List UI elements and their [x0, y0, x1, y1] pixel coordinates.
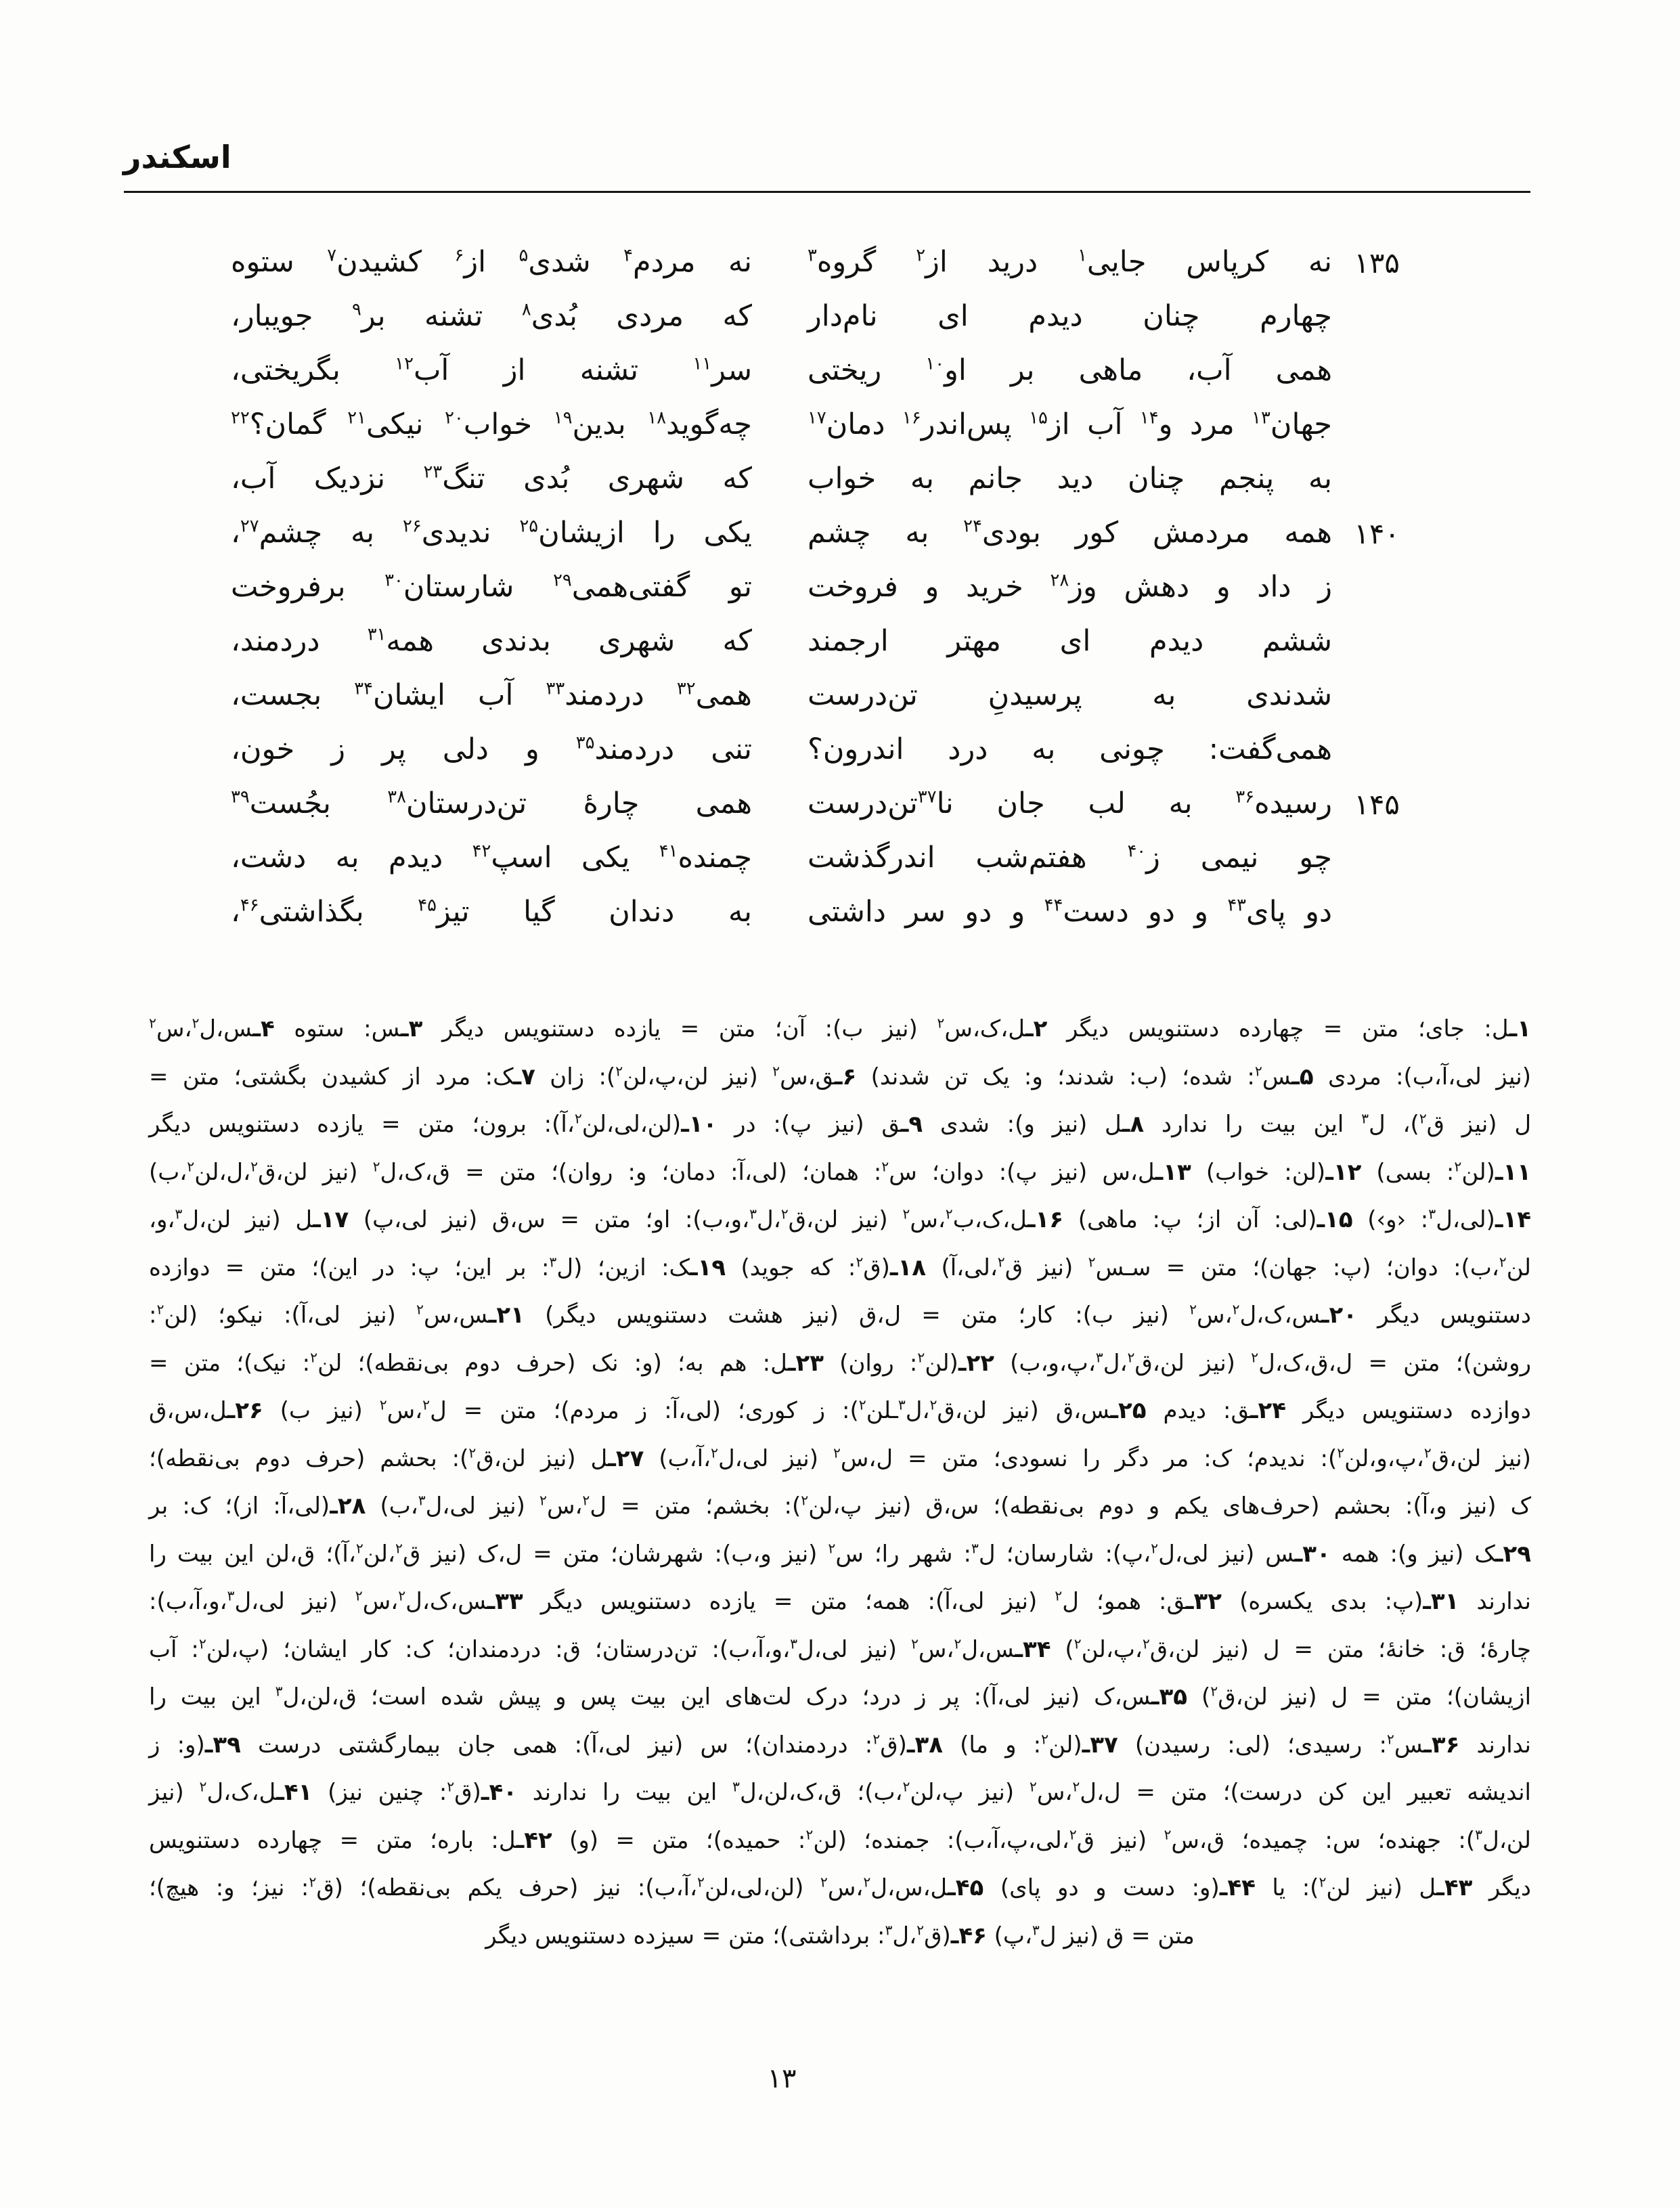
hemistich-gutter: [752, 344, 808, 398]
hemistich-gutter: [752, 560, 808, 615]
verse-row: [231, 615, 1400, 669]
hemistich-left: سر$^{۱۱}$ تشنه از آب$^{۱۲}$ بگریختی،: [231, 353, 752, 388]
hemistich-right: همی آب، ماهی بر او$^{۱۰}$ ریختی: [808, 353, 1332, 388]
hemistich-gutter: [752, 290, 808, 344]
footnote-line: ندارند ۳۱ـ(پ: بدی یکسره) ۳۲ـق: همو؛ ل$^۲$ (نیز لی،آ): همه؛ متن = یازده دستنویس دیگر ۳۳ـس،ک،ل$^۲$،س$^۲$ (نیز لی،ل$^۳$،و،آ،ب):: [149, 1587, 1531, 1615]
verse-row: [231, 669, 1400, 723]
hemistich-right: رسیده$^{۳۶}$ به لب جان نا$^{۳۷}$تن‌درست: [808, 787, 1332, 821]
footnote-line: ۲۹ـک (نیز و): همه ۳۰ـس (نیز لی،ل$^۲$،پ): شارسان؛ ل$^۳$: شهر را؛ س$^۲$ (نیز و،ب): شهرشان؛ متن = ل،ک (نیز ق$^۲$،لن$^۲$،آ)؛ ق،لن این بیت را: [149, 1540, 1531, 1568]
hemistich-left: که شهری بُدی تنگ$^{۲۳}$ نزدیک آب،: [231, 462, 752, 496]
hemistich-left: به دندان گیا تیز$^{۴۵}$ بگذاشتی$^{۴۶}$،: [231, 895, 752, 929]
page-title: اسکندر: [123, 139, 231, 175]
hemistich-gutter: [752, 669, 808, 723]
verse-number: ۱۴۵: [1354, 787, 1400, 821]
footnote-line: (نیز لی،آ،ب): مردی ۵ـس$^۲$: شده؛ (ب: شدند؛ و: یک تن شدند) ۶ـق،س$^۲$ (نیز لن،پ،لن$^۲$): زان ۷ـک: مرد از کشیدن بگشتی؛ متن =: [149, 1063, 1532, 1090]
verse-row: [231, 452, 1400, 506]
hemistich-right: چهارم چنان دیدم ای نام‌دار: [808, 299, 1332, 334]
footnote-line: ل (نیز ق$^۲$)، ل$^۳$ این بیت را ندارد ۸ـل (نیز و): شدی ۹ـق (نیز پ): در ۱۰ـ(لن،لی،لن$^۲$،آ): برون؛ متن = یازده دستنویس دیگر: [149, 1110, 1532, 1138]
verse-row: [231, 236, 1400, 290]
footnote-line: اندیشه تعبیر این کن درست)؛ متن = ل،ل$^۲$،س$^۲$ (نیز پ،لن$^۲$،ب)؛ ق،ک،لن،ل$^۳$ این بیت را ندارند ۴۰ـ(ق$^۲$: چنین نیز) ۴۱ـل،ک،ل$^۲$ (نیز: [149, 1778, 1532, 1806]
hemistich-left: که شهری بدندی همه$^{۳۱}$ دردمند،: [231, 624, 752, 659]
verse-number: ۱۴۰: [1354, 516, 1400, 550]
verse-row: [231, 777, 1400, 831]
footnote-line: (نیز لن،ق$^۲$،پ،و،لن$^۲$): ندیدم؛ ک: مر دگر را نسودی؛ متن = ل،س$^۲$ (نیز لی،ل$^۲$،آ،ب) ۲۷ـل (نیز لن،ق$^۲$): بحشم (حرف دوم بی‌نقطه)؛: [149, 1444, 1531, 1472]
hemistich-gutter: [752, 777, 808, 831]
hemistich-right: همه مردمش کور بودی$^{۲۴}$ به چشم: [808, 516, 1333, 550]
hemistich-left: که مردی بُدی$^۸$ تشنه بر$^۹$ جویبار،: [231, 299, 752, 334]
hemistich-right: ز داد و دهش وز$^{۲۸}$ خرید و فروخت: [808, 570, 1332, 604]
hemistich-right: جهان$^{۱۳}$ مرد و$^{۱۴}$ آب از$^{۱۵}$ پس‌اندر$^{۱۶}$ دمان$^{۱۷}$: [808, 407, 1332, 442]
footnote-line: ازیشان)؛ متن = ل (نیز لن،ق$^۲$) ۳۵ـس،ک (نیز لی،آ): پر ز درد؛ درک لت‌های این بیت پس و پیش شده است؛ ق،لن،ل$^۳$ این بیت را: [149, 1683, 1532, 1710]
verse-row: [231, 506, 1400, 560]
hemistich-right: دو پای$^{۴۳}$ و دو دست$^{۴۴}$ و دو سر داشتی: [808, 895, 1332, 929]
hemistich-gutter: [752, 398, 808, 452]
verse-number: ۱۳۵: [1354, 246, 1400, 280]
hemistich-right: به پنجم چنان دید جانم به خواب: [808, 462, 1332, 496]
footnotes: [149, 1005, 1531, 1960]
hemistich-gutter: [752, 831, 808, 885]
page-number: ۱۳: [767, 2063, 797, 2094]
hemistich-left: تنی دردمند$^{۳۵}$ و دلی پر ز خون،: [231, 732, 752, 767]
verse-row: [231, 885, 1400, 940]
hemistich-left: همی$^{۳۲}$ دردمند$^{۳۳}$ آب ایشان$^{۳۴}$ بجست،: [231, 678, 752, 713]
verse-row: [231, 723, 1400, 777]
verse-row: [231, 398, 1400, 452]
hemistich-left: چمنده$^{۴۱}$ یکی اسپ$^{۴۲}$ دیدم به دشت،: [231, 841, 753, 875]
hemistich-left: نه مردم$^۴$ شدی$^۵$ از$^۶$ کشیدن$^۷$ ستوه: [231, 245, 752, 280]
hemistich-left: تو گفتی‌همی$^{۲۹}$ شارستان$^{۳۰}$ برفروخت: [231, 570, 753, 604]
hemistich-gutter: [752, 615, 808, 669]
verse-row: [231, 290, 1400, 344]
hemistich-gutter: [752, 452, 808, 506]
footnote-line: لن،ل$^۳$): جهنده؛ س: چمیده؛ ق،س$^۲$ (نیز ق$^۲$،لی،پ،آ،ب): جمنده؛ (لن$^۲$: حمیده)؛ متن = (و) ۴۲ـل: باره؛ متن = چهارده دستنویس: [149, 1826, 1532, 1854]
footnote-line: چارهٔ؛ ق: خانهٔ؛ متن = ل (نیز لن،ق$^۲$،پ،لن$^۲$) ۳۴ـس،ل$^۲$،س$^۲$ (نیز لی،ل$^۳$،و،آ،ب): تن‌درستان؛ ق: دردمندان؛ ک: کار ایشان؛ (پ،لن$^۲$: آب: [149, 1635, 1531, 1663]
hemistich-right: ششم دیدم ای مهتر ارجمند: [808, 624, 1332, 659]
verse-row: [231, 831, 1400, 885]
hemistich-gutter: [752, 885, 808, 940]
footnote-line: لن$^۲$،ب): دوان؛ (پ: جهان)؛ متن = سـس$^۲$ (نیز ق$^۲$،لی،آ) ۱۸ـ(ق$^۲$: که جوید) ۱۹ـک: ازین؛ (ل$^۳$: بر این؛ پ: در این)؛ متن = دوازده: [149, 1254, 1531, 1281]
footnote-line: ۱ـل: جای؛ متن = چهارده دستنویس دیگر ۲ـل،ک،س$^۲$ (نیز ب): آن؛ متن = یازده دستنویس دیگر ۳ـس: ستوه ۴ـس،ل$^۲$،س$^۲$: [149, 1015, 1531, 1042]
hemistich-left: چه‌گوید$^{۱۸}$ بدین$^{۱۹}$ خواب$^{۲۰}$ نیکی$^{۲۱}$ گمان؟$^{۲۲}$: [231, 407, 752, 442]
footnote-line: دستنویس دیگر ۲۰ـس،ک،ل$^۲$،س$^۲$ (نیز ب): کار؛ متن = ل،ق (نیز هشت دستنویس دیگر) ۲۱ـس،س$^۲$ (نیز لی،آ): نیکو؛ (لن$^۲$:: [149, 1301, 1531, 1329]
footnote-line: روشن)؛ متن = ل،ق،ک،ل$^۲$ (نیز لن،ق$^۲$،ل$^۳$،پ،و،ب) ۲۲ـ(لن$^۲$: روان) ۲۳ـل: هم به؛ (و: نک (حرف دوم بی‌نقطه)؛ لن$^۲$: نیک)؛ متن =: [149, 1349, 1531, 1377]
hemistich-left: یکی را ازیشان$^{۲۵}$ ندیدی$^{۲۶}$ به چشم$^{۲۷}$،: [231, 516, 752, 550]
hemistich-gutter: [752, 506, 808, 560]
hemistich-right: چو نیمی ز$^{۴۰}$ هفتم‌شب اندرگذشت: [808, 841, 1333, 875]
footnote-line: دیگر ۴۳ـل (نیز لن$^۲$): یا ۴۴ـ(و: دست و دو پای) ۴۵ـل،س،ل$^۲$،س$^۲$ (لن،لی،لن$^۲$،آ،ب): نیز (حرف یکم بی‌نقطه)؛ (ق$^۲$: نیز؛ و: هیچ)؛: [149, 1874, 1531, 1901]
footnote-line: دوازده دستنویس دیگر ۲۴ـق: دیدم ۲۵ـس،ق (نیز لن،ق$^۲$،ل$^۳$ـلن$^۲$): ز کوری؛ (لی،آ: ز مردم)؛ متن = ل$^۲$،س$^۲$ (نیز ب) ۲۶ـل،س،ق: [149, 1396, 1531, 1424]
footnote-line: ۱۴ـ(لی،ل$^۳$: ‹و›) ۱۵ـ(لی: آن از؛ پ: ماهی) ۱۶ـل،ک،ب$^۲$،س$^۲$ (نیز لن،ق$^۲$،ل$^۳$،و،ب): او؛ متن = س،ق (نیز لی،پ) ۱۷ـل (نیز لن،ل$^۳$،و،: [149, 1206, 1531, 1233]
header-rule: [124, 191, 1530, 193]
footnote-line: ندارند ۳۶ـس$^۲$: رسیدی؛ (لی: رسیدن) ۳۷ـ(لن$^۲$: و ما) ۳۸ـ(ق$^۲$: دردمندان)؛ س (نیز لی،آ): همی جان بیمارگشتی درست ۳۹ـ(و: ز: [149, 1731, 1531, 1759]
hemistich-left: همی چارهٔ تن‌درستان$^{۳۸}$ بجُست$^{۳۹}$: [231, 787, 752, 821]
footnote-line: ۱۱ـ(لن$^۲$: بسی) ۱۲ـ(لن: خواب) ۱۳ـل،س (نیز پ): دوان؛ س$^۲$: همان؛ (لی،آ: دمان؛ و: روان)؛ متن = ق،ک،ل$^۲$ (نیز لن،ق$^۲$،ل،لن$^۲$،ب): [149, 1158, 1531, 1186]
hemistich-right: نه کرپاس جایی$^۱$ درید از$^۲$ گروه$^۳$: [808, 245, 1332, 280]
poem: [231, 236, 1400, 940]
hemistich-right: همی‌گفت: چونی به درد اندرون؟: [808, 732, 1332, 767]
verse-row: [231, 560, 1400, 615]
hemistich-right: شدندی به پرسیدنِ تن‌درست: [808, 678, 1332, 713]
footnote-line: ک (نیز و،آ): بحشم (حرف‌های یکم و دوم بی‌نقطه)؛ س،ق (نیز پ،لن$^۲$): بخشم؛ متن = ل$^۲$،س$^۲$ (نیز لی،ل$^۳$،ب) ۲۸ـ(لی،آ: از)؛ ک: بر: [149, 1492, 1531, 1520]
verse-row: [231, 344, 1400, 398]
footnote-line: متن = ق (نیز ل$^۳$،پ) ۴۶ـ(ق$^۲$،ل$^۳$: برداشتی)؛ متن = سیزده دستنویس دیگر: [485, 1922, 1195, 1949]
hemistich-gutter: [752, 236, 808, 290]
hemistich-gutter: [752, 723, 808, 777]
